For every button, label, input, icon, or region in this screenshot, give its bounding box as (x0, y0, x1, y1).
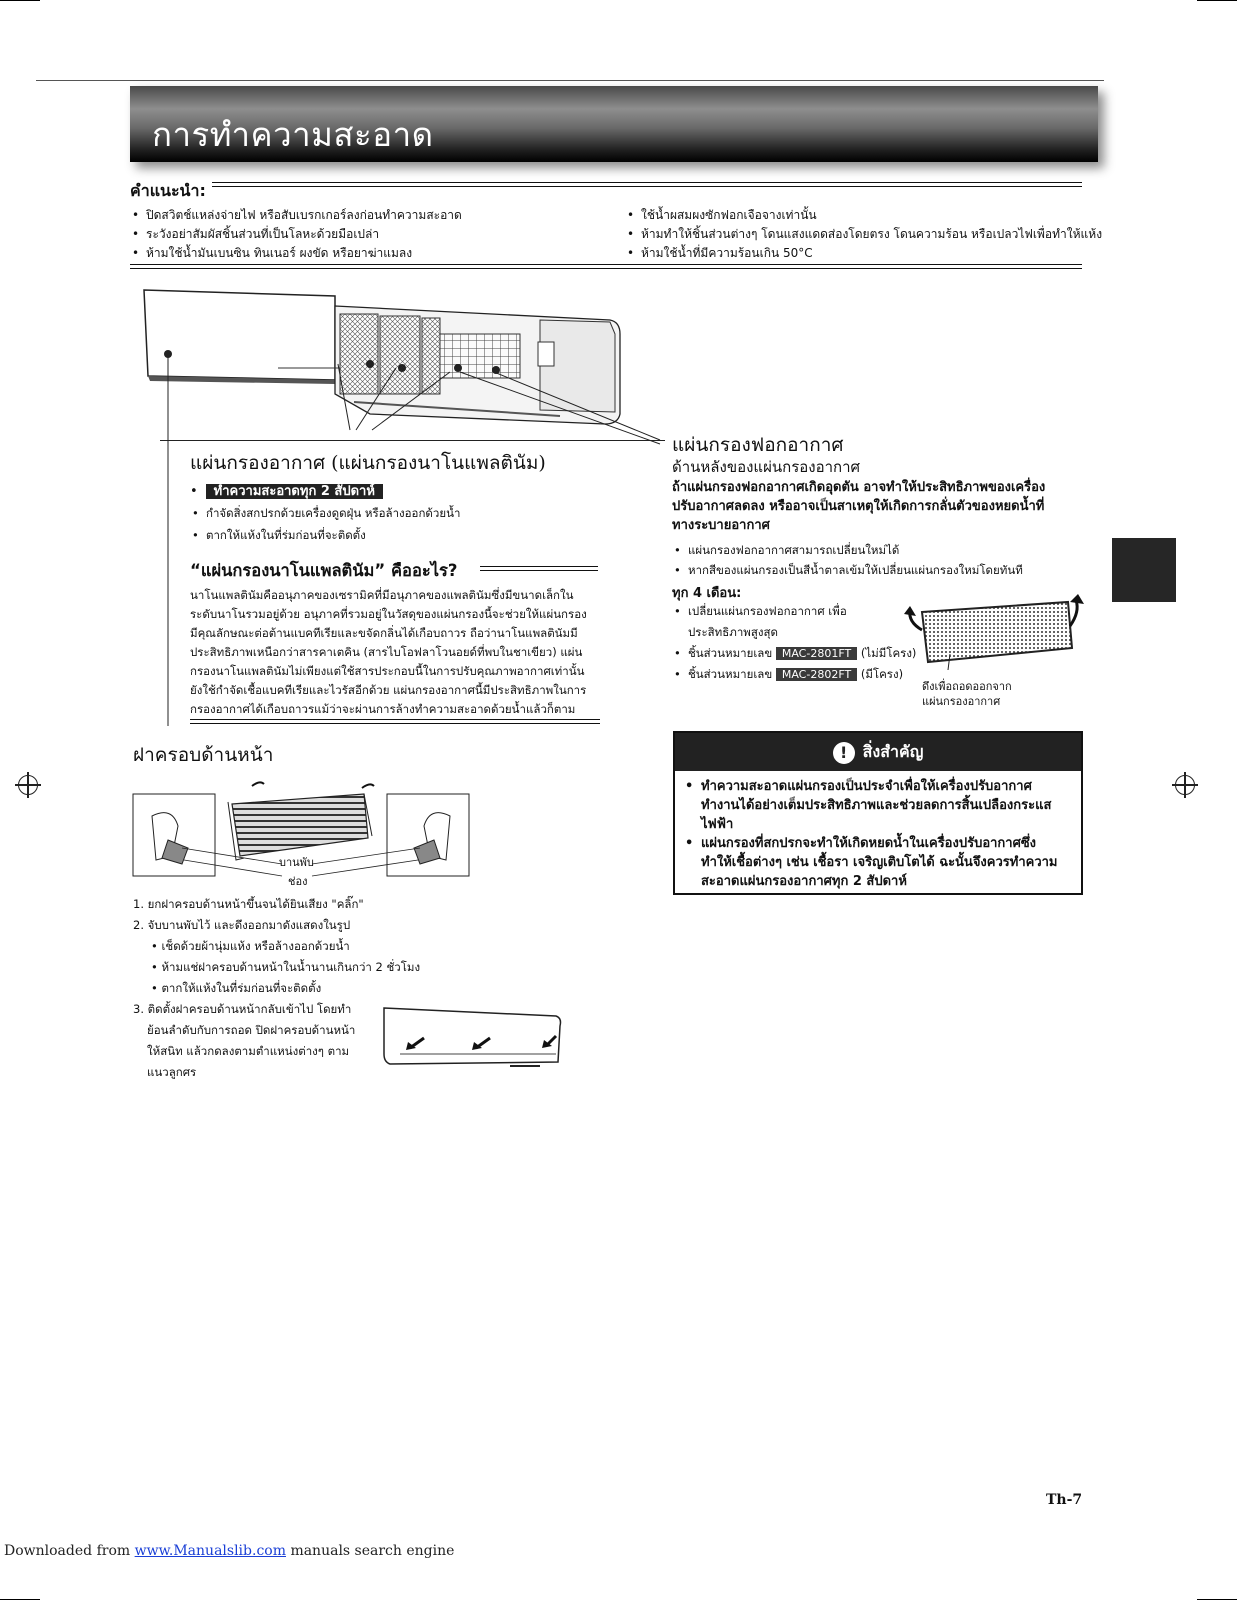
important-line: ทำความสะอาดแผ่นกรองเป็นประจำเพื่อให้เครื่องปรับอากาศ (701, 779, 1032, 794)
paragraph-line: นาโนแพลตินัมคืออนุภาคของเซรามิคที่มีอนุภาคของแพลตินัมซึ่งมีขนาดเล็กใน (190, 588, 574, 602)
warning-line: ทางระบายอากาศ (672, 518, 770, 533)
page-title: การทำความสะอาด (152, 115, 434, 154)
important-line: ไฟฟ้า (701, 817, 734, 832)
registration-mark-icon (18, 775, 38, 795)
instructions-heading: คำแนะนำ: (130, 181, 206, 200)
hinge-label: บานพับ (279, 856, 314, 869)
whatis-rule (480, 566, 598, 571)
paragraph-line: มีคุณลักษณะต่อต้านแบคทีเรียและขจัดกลิ่นได้เกือบถาวร ถือว่านาโนแพลตินัมมี (190, 626, 578, 640)
important-line: แผ่นกรองที่สกปรกจะทำให้เกิดหยดน้ำในเครื่องปรับอากาศซึ่ง (701, 836, 1037, 851)
download-footer (4, 1543, 454, 1559)
step-3-line: แนวลูกศร (147, 1065, 197, 1079)
front-panel-steps (133, 894, 420, 1083)
paragraph-line: กรองอากาศได้เกือบถาวรแม้ว่าจะผ่านการล้างทำความสะอาดด้วยน้ำแล้วก็ตาม (190, 702, 576, 716)
step-3-line: ให้สนิท แล้วกดลงตามตำแหน่งต่างๆ ตาม (147, 1044, 350, 1058)
caption-line: แผ่นกรองอากาศ (922, 695, 1001, 708)
warning-line: ถ้าแผ่นกรองฟอกอากาศเกิดอุดตัน อาจทำให้ประสิทธิภาพของเครื่อง (672, 480, 1046, 495)
list-item: • ใช้น้ำผสมผงซักฟอกเจือจางเท่านั้น (625, 206, 1102, 225)
air-filter-tag-row (190, 480, 383, 501)
registration-mark-icon (1175, 775, 1195, 795)
warning-line: ปรับอากาศลดลง หรืออาจเป็นสาเหตุให้เกิดการกลั่นตัวของหยดน้ำที่ (672, 499, 1045, 514)
replacement-list (672, 601, 916, 685)
step-2-sub: • เช็ดด้วยผ้านุ่มแห้ง หรือล้างออกด้วยน้ำ (151, 939, 350, 953)
leader-line (160, 440, 665, 441)
list-item: • แผ่นกรองที่สกปรกจะทำให้เกิดหยดน้ำในเครื่องปรับอากาศซึ่ง ทำให้เชื้อต่างๆ เช่น เชื้อรา เจริญเติบโตได้ ฉะนั้นจึงควรทำความ สะอาดแผ่นกรองอากาศทุก 2 สัปดาห์ (683, 834, 1071, 891)
list-item: • ห้ามทำให้ชิ้นส่วนต่างๆ โดนแสงแดดส่องโดยตรง โดนความร้อน หรือเปลวไฟเพื่อทำให้แห้ง (625, 225, 1102, 244)
air-filter-heading: แผ่นกรองอากาศ (แผ่นกรองนาโนแพลตินัม) (190, 452, 546, 474)
step-2: 2. จับบานพับไว้ และดึงออกมาดังแสดงในรูป (133, 918, 351, 932)
step-2-sub: • ตากให้แห้งในที่ร่มก่อนที่จะติดตั้ง (151, 981, 322, 995)
part-number-badge: MAC-2801FT (776, 647, 857, 660)
front-panel-reinstall-illustration (380, 1004, 565, 1072)
pull-caption (922, 679, 1012, 709)
step-3-line: 3. ติดตั้งฝาครอบด้านหน้ากลับเข้าไป โดยทำ (133, 1002, 352, 1016)
crop-mark (0, 0, 40, 1)
step-3-line: ย้อนลำดับกับการถอด ปิดฝาครอบด้านหน้า (147, 1023, 356, 1037)
list-item: • ตากให้แห้งในที่ร่มก่อนที่จะติดตั้ง (190, 524, 460, 546)
footer-prefix: Downloaded from (4, 1543, 131, 1559)
part-note: (ไม่มีโครง) (860, 646, 917, 660)
step-2-sub-text: ตากให้แห้งในที่ร่มก่อนที่จะติดตั้ง (161, 981, 322, 995)
important-line: ทำงานได้อย่างเต็มประสิทธิภาพและช่วยลดการสิ้นเปลืองกระแส (701, 798, 1052, 813)
list-item: • ห้ามใช้น้ำที่มีความร้อนเกิน 50°C (625, 244, 1102, 263)
part-prefix: ชิ้นส่วนหมายเลข (688, 646, 773, 660)
title-band (130, 86, 1098, 162)
caption-line: ดึงเพื่อถอดออกจาก (922, 680, 1012, 693)
list-item: • แผ่นกรองฟอกอากาศสามารถเปลี่ยนใหม่ได้ (672, 540, 1023, 560)
paragraph-line: ยังใช้กำจัดเชื้อแบคทีเรียและไวรัสอีกด้วย แผ่นกรองอากาศนี้มีประสิทธิภาพในการ (190, 683, 587, 697)
cleaning-interval-tag: ทำความสะอาดทุก 2 สัปดาห์ (206, 484, 383, 499)
crop-mark (1197, 0, 1237, 1)
step-2-sub-text: ห้ามแช่ฝาครอบด้านหน้าในน้ำนานเกินกว่า 2 ชั่วโมง (161, 960, 421, 974)
whatis-heading: “แผ่นกรองนาโนแพลตินัม” คืออะไร? (190, 561, 458, 580)
list-item: • ชิ้นส่วนหมายเลข MAC-2801FT (ไม่มีโครง) (674, 646, 917, 660)
important-line: สะอาดแผ่นกรองอากาศทุก 2 สัปดาห์ (701, 874, 907, 889)
list-item: • ห้ามใช้น้ำมันเบนซิน ทินเนอร์ ผงขัด หรือยาฆ่าแมลง (130, 244, 462, 263)
air-filter-list (190, 502, 460, 546)
list-item: • ระวังอย่าสัมผัสชิ้นส่วนที่เป็นโลหะด้วยมือเปล่า (130, 225, 462, 244)
every-4-months-label: ทุก 4 เดือน: (672, 586, 742, 601)
list-item: • ทำความสะอาดแผ่นกรองเป็นประจำเพื่อให้เครื่องปรับอากาศ ทำงานได้อย่างเต็มประสิทธิภาพและช่วยลดการสิ้นเปลืองกระแส ไฟฟ้า (683, 777, 1071, 834)
manualslib-link[interactable]: www.Manualslib.com (134, 1543, 286, 1559)
section-tab (1112, 538, 1176, 602)
front-panel-heading: ฝาครอบด้านหน้า (133, 744, 274, 766)
list-item: • กำจัดสิ่งสกปรกด้วยเครื่องดูดฝุ่น หรือล้างออกด้วยน้ำ (190, 502, 460, 524)
step-2-sub: • ห้ามแช่ฝาครอบด้านหน้าในน้ำนานเกินกว่า 2 ชั่วโมง (151, 960, 421, 974)
top-rule (36, 80, 1104, 81)
paragraph-line: ประสิทธิภาพเหนือกว่าสารคาเตคิน (สารไบโอฟลาโวนอยด์ที่พบในชาเขียว) แผ่น (190, 645, 583, 659)
page-number: Th-7 (1046, 1492, 1083, 1508)
paragraph-line: ระดับนาโนรวมอยู่ด้วย อนุภาคที่รวมอยู่ในวัสดุของแผ่นกรองนี้จะช่วยให้แผ่นกรอง (190, 607, 587, 621)
whatis-paragraph (190, 586, 600, 719)
step-2-sub-text: เช็ดด้วยผ้านุ่มแห้ง หรือล้างออกด้วยน้ำ (161, 939, 350, 953)
list-item: • ชิ้นส่วนหมายเลข MAC-2802FT (มีโครง) (674, 667, 904, 681)
deodorizing-list (672, 540, 1023, 580)
footer-suffix: manuals search engine (290, 1543, 455, 1559)
important-box (673, 731, 1083, 895)
list-item: • ปิดสวิตช์แหล่งจ่ายไฟ หรือสับเบรกเกอร์ลงก่อนทำความสะอาด (130, 206, 462, 225)
exclamation-icon: ! (833, 742, 855, 764)
important-line: ทำให้เชื้อต่างๆ เช่น เชื้อรา เจริญเติบโตได้ ฉะนั้นจึงควรทำความ (701, 855, 1058, 870)
step-1: 1. ยกฝาครอบด้านหน้าขึ้นจนได้ยินเสียง "คลิ๊ก" (133, 897, 364, 911)
slot-label: ช่อง (288, 875, 308, 888)
instructions-bottom-rule (130, 264, 1082, 269)
deodorizing-warning (672, 478, 1092, 535)
instructions-left-list (130, 206, 462, 263)
part-number-badge: MAC-2802FT (776, 668, 857, 681)
list-item: • หากสีของแผ่นกรองเป็นสีน้ำตาลเข้มให้เปลี่ยนแผ่นกรองใหม่โดยทันที (672, 560, 1023, 580)
replace-line-1: เปลี่ยนแผ่นกรองฟอกอากาศ เพื่อ (688, 604, 847, 618)
instructions-right-list (625, 206, 1102, 263)
bullet: • (190, 484, 198, 499)
deodorizing-heading: แผ่นกรองฟอกอากาศ (672, 434, 844, 456)
deodorizing-filter-illustration (900, 594, 1090, 674)
deodorizing-subheading: ด้านหลังของแผ่นกรองอากาศ (672, 458, 861, 476)
paragraph-line: กรองนาโนแพลตินัมไม่เพียงแต่ใช้สารประกอบนี้ในการปรับคุณภาพอากาศเท่านั้น (190, 664, 585, 678)
instructions-rule (212, 182, 1082, 187)
important-header (675, 733, 1081, 771)
part-note: (มีโครง) (860, 667, 904, 681)
important-body (675, 771, 1081, 899)
list-item: • เปลี่ยนแผ่นกรองฟอกอากาศ เพื่อ (674, 604, 847, 618)
important-heading: สิ่งสำคัญ (862, 742, 924, 761)
part-prefix: ชิ้นส่วนหมายเลข (688, 667, 773, 681)
whatis-bottom-rule (190, 719, 600, 724)
replace-line-2: ประสิทธิภาพสูงสุด (688, 625, 779, 639)
